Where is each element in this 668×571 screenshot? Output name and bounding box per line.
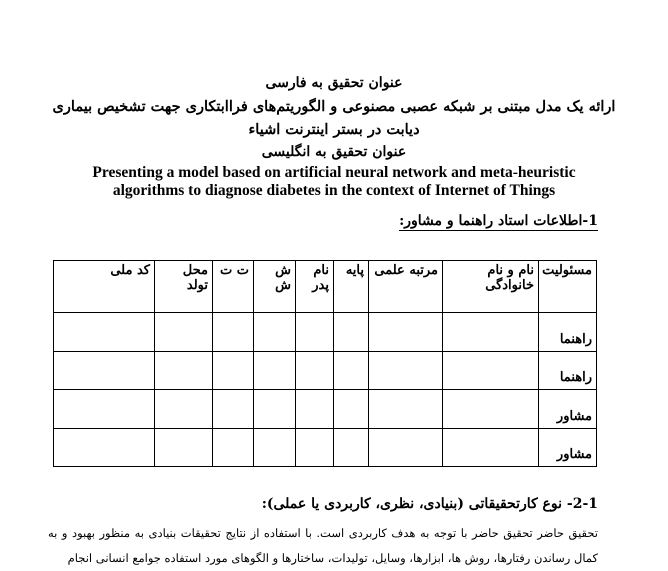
table-cell: [155, 390, 213, 429]
table-cell: [54, 428, 155, 467]
table-row: [54, 428, 597, 467]
section1-heading: 1-اطلاعات استاد راهنما و مشاور:: [399, 213, 598, 229]
role-cell: راهنما: [539, 351, 597, 390]
table-cell: [296, 428, 334, 467]
table-cell: [443, 390, 539, 429]
table-row: [54, 313, 597, 352]
table-cell: [443, 351, 539, 390]
title-fa-line2: دیابت در بستر اینترنت اشیاء: [248, 121, 420, 138]
header-cell: نام و نام خانوادگی: [443, 261, 539, 313]
header-cell: کد ملی: [54, 261, 155, 313]
header-cell: ش ش: [254, 261, 296, 313]
table-row: [54, 351, 597, 390]
table-cell: [369, 390, 443, 429]
table-cell: [334, 428, 369, 467]
table-cell: [54, 351, 155, 390]
table-cell: [254, 390, 296, 429]
header-cell: پایه: [334, 261, 369, 313]
role-cell: مشاور: [539, 390, 597, 429]
table-cell: [254, 428, 296, 467]
table-cell: [369, 428, 443, 467]
table-cell: [54, 313, 155, 352]
advisor-info-table: [53, 260, 597, 467]
table-cell: [296, 390, 334, 429]
header-cell: محل تولد: [155, 261, 213, 313]
header-cell: ت ت: [213, 261, 254, 313]
table-cell: [254, 313, 296, 352]
section2-heading: 2-1- نوع کارتحقیقاتی (بنیادی، نظری، کاربردی یا عملی):: [261, 496, 598, 512]
section2-paragraph: تحقیق حاضر تحقیق حاضر با توجه به هدف کاربردی است. با استفاده از نتایج تحقیقات بنیادی به منظور بهبود و به کمال رساندن رفتارها، روش ها، ابزارها، وسایل، تولیدات، ساختارها و الگوهای مورد استفاده جوامع انسانی انجام: [48, 526, 598, 565]
title-en-heading: عنوان تحقیق به انگلیسی: [261, 144, 407, 160]
table-cell: [334, 390, 369, 429]
title-en-line2: algorithms to diagnose diabetes in the context of Internet of Things: [112, 182, 556, 199]
table-cell: [369, 351, 443, 390]
table-cell: [213, 313, 254, 352]
table-cell: [296, 313, 334, 352]
table-cell: [213, 428, 254, 467]
table-cell: [443, 428, 539, 467]
title-fa-heading: عنوان تحقیق به فارسی: [265, 75, 403, 91]
table-cell: [254, 351, 296, 390]
role-cell: مشاور: [539, 428, 597, 467]
table-cell: [443, 313, 539, 352]
table-cell: [155, 313, 213, 352]
table-cell: [334, 313, 369, 352]
header-cell: مسئولیت: [539, 261, 597, 313]
table-cell: [213, 390, 254, 429]
title-fa-line1: ارائه یک مدل مبتنی بر شبکه عصبی مصنوعی و الگوریتم‌های فراابتکاری جهت تشخیص بیماری: [52, 98, 616, 115]
table-header-row: [54, 261, 597, 313]
header-cell: مرتبه علمی: [369, 261, 443, 313]
title-en-line1: Presenting a model based on artificial neural network and meta-heuristic: [92, 164, 576, 181]
table-cell: [54, 390, 155, 429]
title-block: [0, 72, 668, 200]
table-row: [54, 390, 597, 429]
table-cell: [334, 351, 369, 390]
header-cell: نام پدر: [296, 261, 334, 313]
table-cell: [369, 313, 443, 352]
role-cell: راهنما: [539, 313, 597, 352]
table-cell: [213, 351, 254, 390]
table-cell: [155, 351, 213, 390]
table-cell: [155, 428, 213, 467]
table-cell: [296, 351, 334, 390]
